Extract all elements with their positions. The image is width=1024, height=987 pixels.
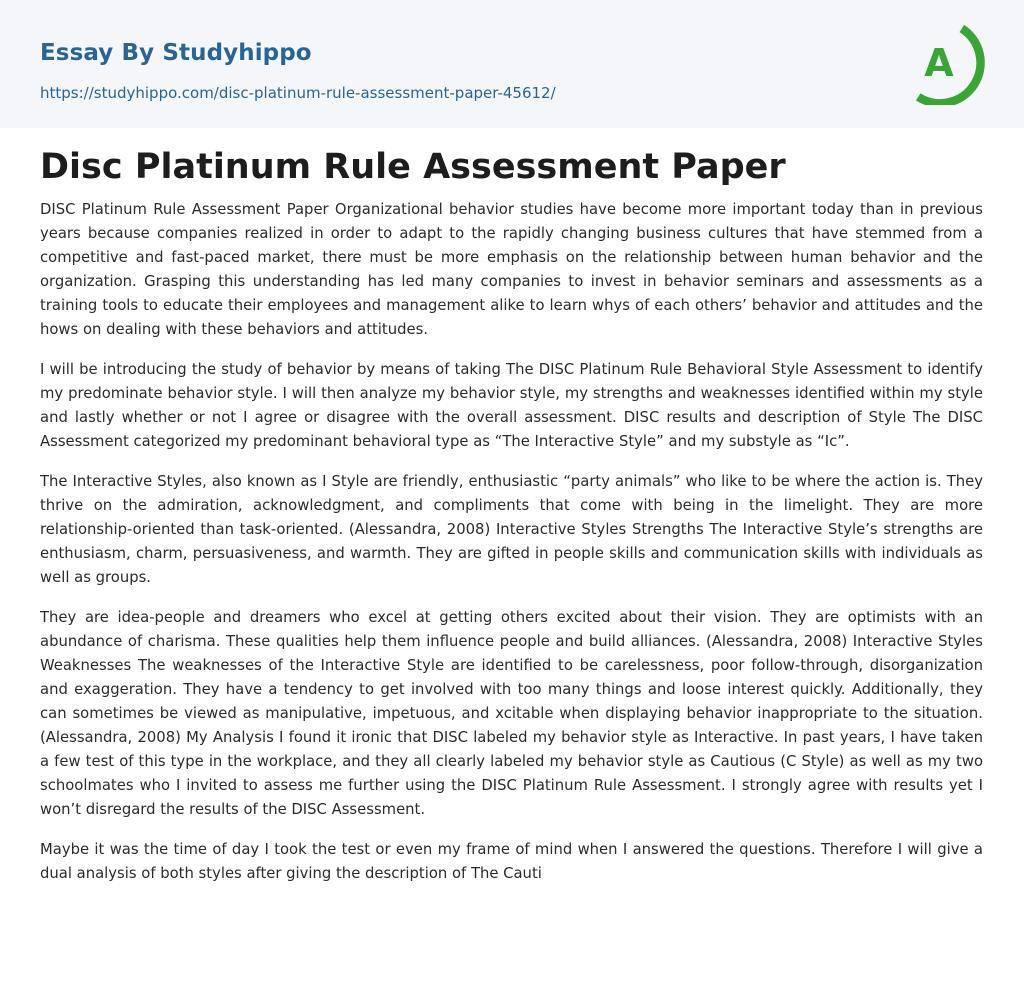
article-title: Disc Platinum Rule Assessment Paper <box>40 147 786 187</box>
article-paragraph: The Interactive Styles, also known as I Style are friendly, enthusiastic “party animals” who like to be where the action is. They thrive on the admiration, acknowledgment, and compliments that come with being in the limelight. They are more relationship-oriented than task-oriented. (Alessandra, 2008) Interactive Styles Strengths The Interactive Style’s strengths are enthusiasm, charm, persuasiveness, and warmth. They are gifted in people skills and communication skills with individuals as well as groups. <box>40 473 983 586</box>
article-paragraph: They are idea-people and dreamers who excel at getting others excited about their vision. They are optimists with an abundance of charisma. These qualities help them influence people and build alliances. (Alessandra, 2008) Interactive Styles Weaknesses The weaknesses of the Interactive Style are identified to be carelessness, poor follow-through, disorganization and exaggeration. They have a tendency to get involved with too many things and loose interest quickly. Additionally, they can sometimes be viewed as manipulative, impetuous, and xcitable when displaying behavior inappropriate to the situation. (Alessandra, 2008) My Analysis I found it ironic that DISC labeled my behavior style as Interactive. In past years, I have taken a few test of this type in the workplace, and they all clearly labeled my behavior style as Cautious (C Style) as well as my two schoolmates who I invited to assess me further using the DISC Platinum Rule Assessment. I strongly agree with results yet I won’t disregard the results of the DISC Assessment. <box>40 609 983 818</box>
article-url-link[interactable]: https://studyhippo.com/disc-platinum-rule-assessment-paper-45612/ <box>40 84 556 102</box>
circle-a-logo-icon[interactable] <box>912 19 988 105</box>
site-brand[interactable]: Essay By Studyhippo <box>40 40 312 66</box>
article-paragraph: DISC Platinum Rule Assessment Paper Organizational behavior studies have become more important today than in previous years because companies realized in order to adapt to the rapidly changing business cultures that have stemmed from a competitive and fast-paced market, there must be more emphasis on the relationship between human behavior and the organization. Grasping this understanding has led many companies to invest in behavior seminars and assessments as a training tools to educate their employees and management alike to learn whys of each others’ behavior and attitudes and the hows on dealing with these behaviors and attitudes. <box>40 201 983 338</box>
site-header <box>0 0 1024 128</box>
article-paragraph: Maybe it was the time of day I took the test or even my frame of mind when I answered the questions. Therefore I will give a dual analysis of both styles after giving the description of The Cauti <box>40 841 983 882</box>
article-paragraph: I will be introducing the study of behavior by means of taking The DISC Platinum Rule Behavioral Style Assessment to identify my predominate behavior style. I will then analyze my behavior style, my strengths and weaknesses identified within my style and lastly whether or not I agree or disagree with the overall assessment. DISC results and description of Style The DISC Assessment categorized my predominant behavioral type as “The Interactive Style” and my substyle as “Ic”. <box>40 361 983 450</box>
article <box>40 142 983 902</box>
logo-letter: A <box>924 41 954 85</box>
